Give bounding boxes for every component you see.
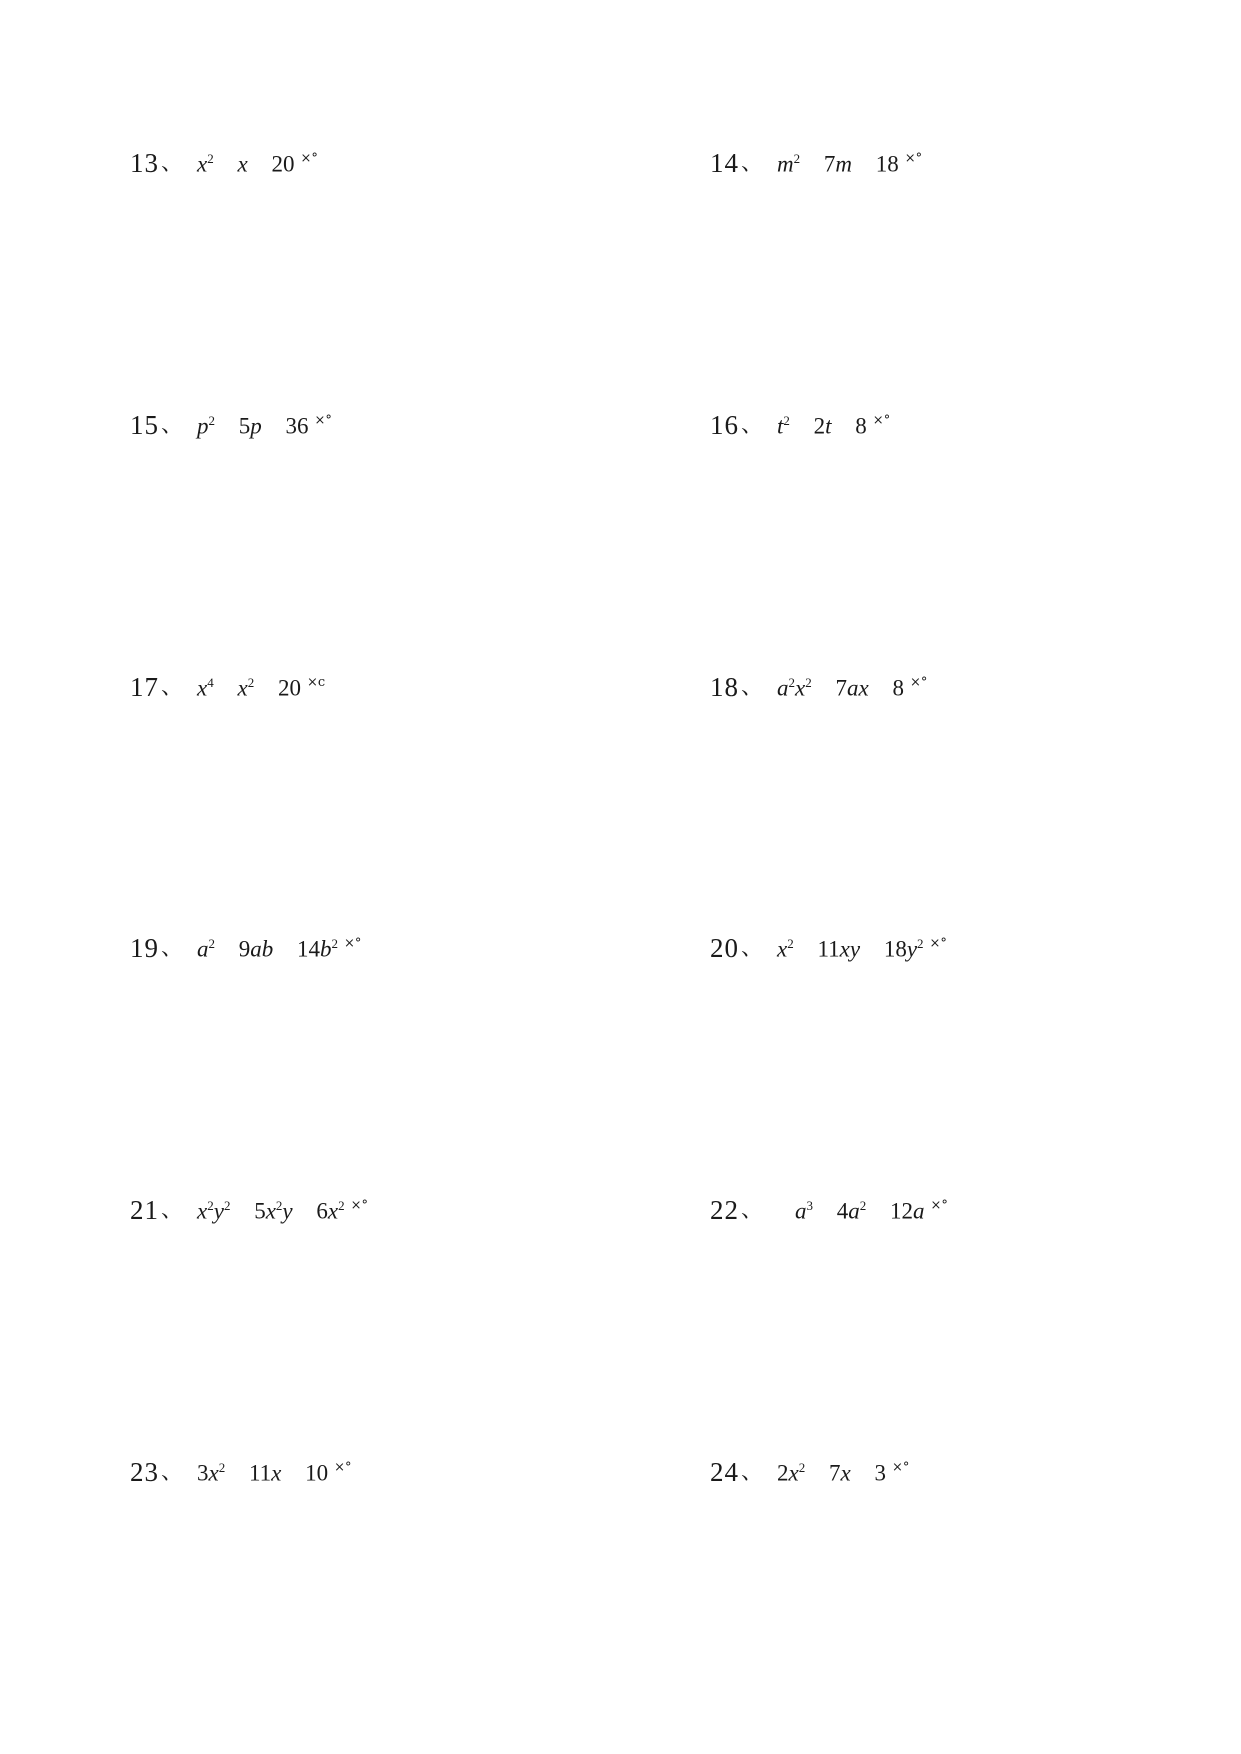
separator: 、 bbox=[161, 1460, 184, 1485]
mark: ×° bbox=[334, 1460, 352, 1475]
expression: $x^4$ $x^2$ 20 bbox=[197, 675, 301, 701]
problem-number: 13 bbox=[130, 148, 159, 178]
problem-16 bbox=[710, 410, 890, 450]
problem-number: 16 bbox=[710, 410, 739, 440]
separator: 、 bbox=[741, 675, 764, 700]
problem-number: 21 bbox=[130, 1195, 159, 1225]
separator: 、 bbox=[161, 151, 184, 176]
problem-13 bbox=[130, 148, 318, 188]
expression: $a^2x^2$ 7ax 8 bbox=[777, 675, 904, 701]
problem-23 bbox=[130, 1457, 352, 1497]
problem-22 bbox=[710, 1195, 948, 1235]
problem-number: 20 bbox=[710, 933, 739, 963]
problem-18 bbox=[710, 672, 927, 712]
expression: $a^3$ $4a^2$ 12a bbox=[795, 1198, 925, 1224]
mark: ×° bbox=[314, 413, 332, 428]
mark: ×° bbox=[891, 1460, 910, 1475]
expression: $a^2$ 9ab $14b^2$ bbox=[197, 936, 339, 962]
expression: $x^2y^2$ $5x^2y$ $6x^2$ bbox=[197, 1198, 345, 1224]
mark: ×° bbox=[930, 1198, 948, 1213]
problem-number: 17 bbox=[130, 672, 159, 702]
problem-17 bbox=[130, 672, 325, 712]
expression: $x^2$ 11xy $18y^2$ bbox=[777, 936, 924, 962]
problem-number: 18 bbox=[710, 672, 739, 702]
separator: 、 bbox=[161, 1198, 184, 1223]
mark: ×° bbox=[909, 675, 928, 690]
problem-20 bbox=[710, 933, 947, 973]
problem-15 bbox=[130, 410, 332, 450]
separator: 、 bbox=[161, 413, 184, 438]
problem-21 bbox=[130, 1195, 368, 1235]
expression: $p^2$ 5p 36 bbox=[197, 413, 309, 439]
mark: ×° bbox=[904, 151, 923, 166]
mark: ×° bbox=[300, 151, 318, 166]
problem-number: 24 bbox=[710, 1457, 739, 1487]
problem-number: 23 bbox=[130, 1457, 159, 1487]
separator: 、 bbox=[741, 151, 764, 176]
expression: $2x^2$ 7x 3 bbox=[777, 1460, 886, 1486]
mark: ×° bbox=[872, 413, 891, 428]
separator: 、 bbox=[161, 675, 184, 700]
separator: 、 bbox=[741, 413, 764, 438]
expression: $x^2$ x 20 bbox=[197, 151, 295, 177]
problem-number: 15 bbox=[130, 410, 159, 440]
mark: ×c bbox=[306, 675, 326, 690]
problem-24 bbox=[710, 1457, 909, 1497]
problem-number: 19 bbox=[130, 933, 159, 963]
separator: 、 bbox=[161, 936, 184, 961]
mark: ×° bbox=[344, 936, 362, 951]
mark: ×° bbox=[350, 1198, 369, 1213]
separator: 、 bbox=[741, 1460, 764, 1485]
separator: 、 bbox=[741, 1198, 764, 1223]
problem-14 bbox=[710, 148, 922, 188]
problem-19 bbox=[130, 933, 361, 973]
separator: 、 bbox=[741, 936, 764, 961]
problem-number: 14 bbox=[710, 148, 739, 178]
expression: $3x^2$ 11x 10 bbox=[197, 1460, 329, 1486]
expression: $t^2$ 2t 8 bbox=[777, 413, 867, 439]
expression: $m^2$ 7m 18 bbox=[777, 151, 899, 177]
mark: ×° bbox=[929, 936, 947, 951]
problem-number: 22 bbox=[710, 1195, 739, 1225]
